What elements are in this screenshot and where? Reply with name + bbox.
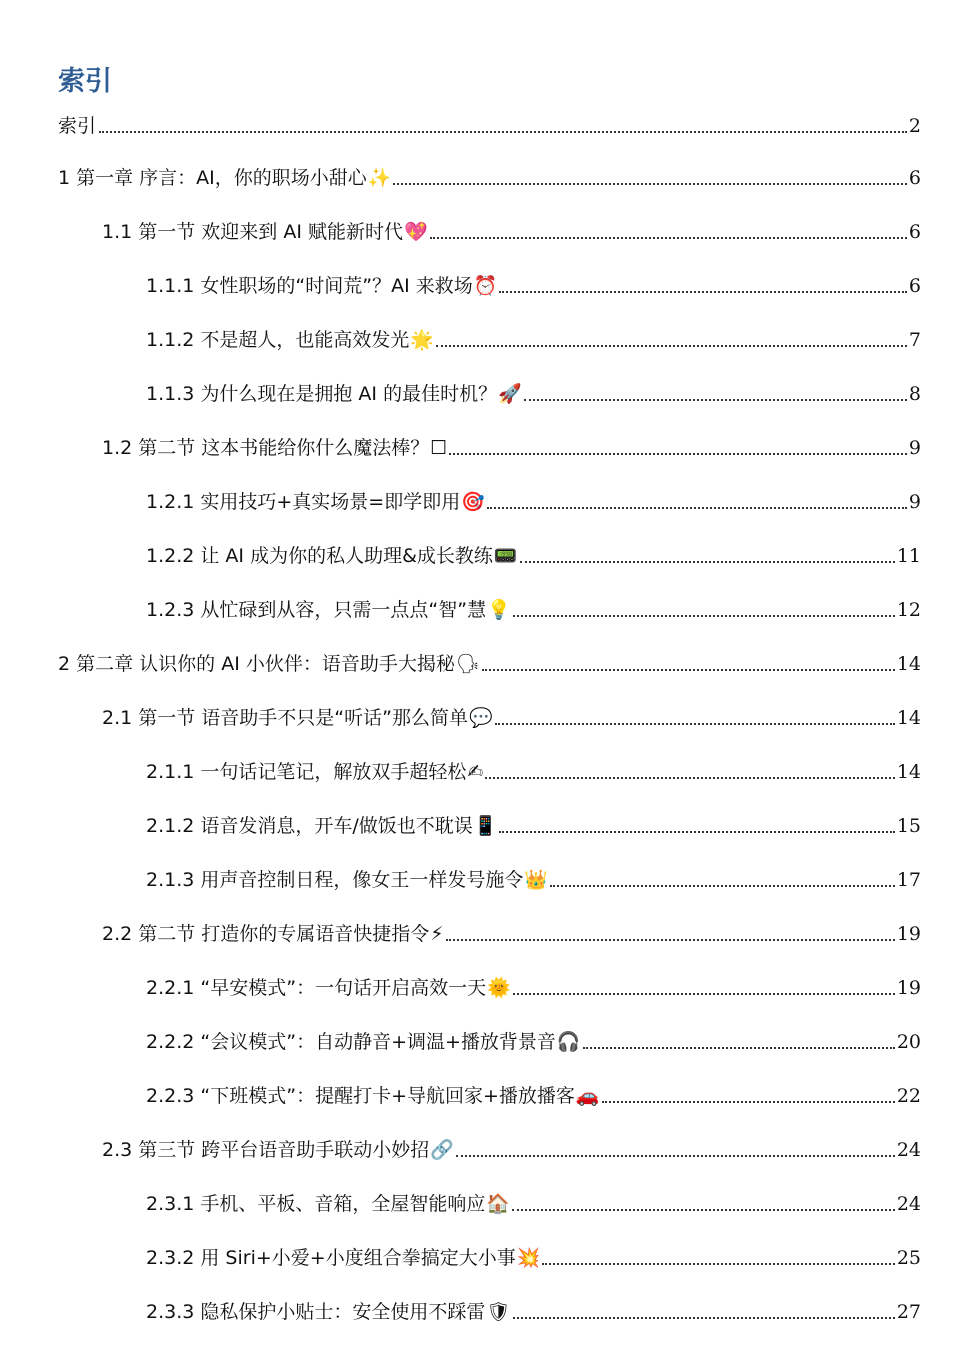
car-icon: 🚗 [575, 1085, 600, 1107]
toc-entry-label: 1.2 第二节 这本书能给你什么魔法棒？ [102, 437, 430, 459]
toc-entry-label: 2.1.3 用声音控制日程，像女王一样发号施令 [146, 869, 524, 891]
alarm-clock-icon: ⏰ [473, 275, 498, 297]
headphones-icon: 🎧 [556, 1031, 581, 1053]
toc-entry[interactable] [146, 757, 921, 787]
toc-entry-label: 1.1.2 不是超人，也能高效发光 [146, 329, 410, 351]
dot-leader [524, 399, 907, 401]
toc-entry-label: 2.3 第三节 跨平台语音助手联动小妙招 [102, 1139, 430, 1161]
toc-entry[interactable] [146, 1027, 921, 1057]
toc-entry[interactable] [146, 487, 921, 517]
toc-entry-label: 1 第一章 序言：AI，你的职场小甜心 [58, 167, 367, 189]
toc-page-number: 11 [896, 545, 921, 567]
dot-leader [513, 1317, 895, 1319]
missing-glyph-icon: ☐ [430, 437, 448, 459]
toc-entry-label: 2.2.3 “下班模式”：提醒打卡+导航回家+播放播客 [146, 1085, 575, 1107]
toc-entry[interactable] [102, 919, 921, 949]
dot-leader [393, 183, 906, 185]
toc-entry-label: 1.1.1 女性职场的“时间荒”？AI 来救场 [146, 275, 473, 297]
toc-entry-label: 1.1.3 为什么现在是拥抱 AI 的最佳时机？ [146, 383, 498, 405]
toc-entry-label: 1.2.2 让 AI 成为你的私人助理&成长教练 [146, 545, 493, 567]
dot-leader [602, 1101, 895, 1103]
dot-leader [512, 1209, 895, 1211]
lightning-icon: ⚡ [430, 923, 444, 945]
toc-entry[interactable] [146, 1297, 921, 1327]
toc-entry[interactable] [146, 541, 921, 571]
toc-entry-label: 2.3.3 隐私保护小贴士：安全使用不踩雷 [146, 1301, 486, 1323]
toc-entry[interactable] [146, 379, 921, 409]
toc-entry-label: 2.2.2 “会议模式”：自动静音+调温+播放背景音 [146, 1031, 556, 1053]
toc-page-number: 14 [896, 761, 921, 783]
toc-entry[interactable] [146, 325, 921, 355]
page-title: 索引 [58, 66, 112, 97]
toc-entry[interactable] [58, 111, 921, 141]
toc-entry[interactable] [146, 271, 921, 301]
toc-entry-label: 2.1.2 语音发消息，开车/做饭也不耽误 [146, 815, 473, 837]
toc-entry[interactable] [146, 1081, 921, 1111]
toc-page-number: 24 [896, 1139, 921, 1161]
collision-icon: 💥 [516, 1247, 541, 1269]
dot-leader [542, 1263, 894, 1265]
dot-leader [482, 669, 895, 671]
toc-page-number: 17 [896, 869, 921, 891]
dot-leader [550, 885, 895, 887]
mobile-phone-icon: 📱 [473, 815, 498, 837]
toc-entry[interactable] [58, 649, 921, 679]
toc-entry[interactable] [146, 865, 921, 895]
toc-page-number: 8 [908, 383, 921, 405]
dot-leader [430, 237, 907, 239]
toc-entry[interactable] [146, 595, 921, 625]
dot-leader [487, 507, 907, 509]
toc-page-number: 27 [896, 1301, 921, 1323]
dot-leader [583, 1047, 895, 1049]
toc-page-number: 6 [908, 221, 921, 243]
toc-page-number: 15 [896, 815, 921, 837]
shield-icon: 🛡 [486, 1301, 511, 1323]
toc-page-number: 24 [896, 1193, 921, 1215]
toc-page-number: 7 [908, 329, 921, 351]
toc-page-number: 2 [908, 115, 921, 137]
toc-entry[interactable] [58, 163, 921, 193]
toc-page-number: 6 [908, 167, 921, 189]
dot-leader [513, 615, 895, 617]
toc-page-number: 9 [908, 437, 921, 459]
dot-leader [99, 131, 907, 133]
light-bulb-icon: 💡 [487, 599, 511, 621]
star-icon: 🌟 [410, 329, 435, 351]
toc-entry[interactable] [102, 433, 921, 463]
sparkles-icon: ✨ [367, 167, 392, 189]
rocket-icon: 🚀 [498, 383, 522, 405]
toc-entry[interactable] [102, 1135, 921, 1165]
toc-page-number: 20 [896, 1031, 921, 1053]
writing-hand-icon: ✍ [467, 761, 484, 783]
toc-entry-label: 2.3.1 手机、平板、音箱，全屋智能响应 [146, 1193, 486, 1215]
link-icon: 🔗 [430, 1139, 454, 1161]
dot-leader [499, 831, 894, 833]
dot-leader [456, 1155, 895, 1157]
toc-entry-label: 索引 [58, 115, 97, 137]
toc-entry-label: 2.2 第二节 打造你的专属语音快捷指令 [102, 923, 430, 945]
toc-page-number: 25 [896, 1247, 921, 1269]
toc-entry-label: 2 第二章 认识你的 AI 小伙伴：语音助手大揭秘 [58, 653, 455, 675]
toc-entry-label: 2.1 第一节 语音助手不只是“听话”那么简单 [102, 707, 468, 729]
dot-leader [495, 723, 895, 725]
toc-page-number: 14 [896, 707, 921, 729]
target-icon: 🎯 [461, 491, 485, 513]
coach-board-icon: 📟 [493, 545, 518, 567]
crown-icon: 👑 [524, 869, 549, 891]
toc-entry[interactable] [146, 1189, 921, 1219]
house-icon: 🏠 [486, 1193, 511, 1215]
toc-page-number: 19 [896, 977, 921, 999]
toc-page-number: 6 [908, 275, 921, 297]
toc-entry[interactable] [146, 1243, 921, 1273]
dot-leader [449, 453, 907, 455]
toc-entry[interactable] [102, 217, 921, 247]
toc-entry-label: 2.1.1 一句话记笔记，解放双手超轻松 [146, 761, 467, 783]
dot-leader [520, 561, 895, 563]
toc-page-number: 9 [908, 491, 921, 513]
dot-leader [436, 345, 907, 347]
dot-leader [499, 291, 907, 293]
dot-leader [485, 777, 895, 779]
toc-entry-label: 1.1 第一节 欢迎来到 AI 赋能新时代 [102, 221, 403, 243]
toc-entry-label: 2.3.2 用 Siri+小爱+小度组合拳搞定大小事 [146, 1247, 516, 1269]
dot-leader [513, 993, 895, 995]
toc-entry[interactable] [146, 973, 921, 1003]
sun-icon: 🌞 [487, 977, 511, 999]
toc-page-number: 14 [896, 653, 921, 675]
toc-entry[interactable] [146, 811, 921, 841]
toc-page-number: 22 [896, 1085, 921, 1107]
toc-entry-label: 2.2.1 “早安模式”：一句话开启高效一天 [146, 977, 487, 999]
heart-icon: 💖 [403, 221, 428, 243]
toc-entry-label: 1.2.1 实用技巧+真实场景=即学即用 [146, 491, 461, 513]
toc-entry[interactable] [102, 703, 921, 733]
speech-bubble-icon: 💬 [468, 707, 493, 729]
toc-page-number: 12 [896, 599, 921, 621]
speaking-head-icon: 🗣 [455, 653, 480, 675]
toc-entry-label: 1.2.3 从忙碌到从容，只需一点点“智”慧 [146, 599, 487, 621]
toc-page-number: 19 [896, 923, 921, 945]
dot-leader [446, 939, 895, 941]
